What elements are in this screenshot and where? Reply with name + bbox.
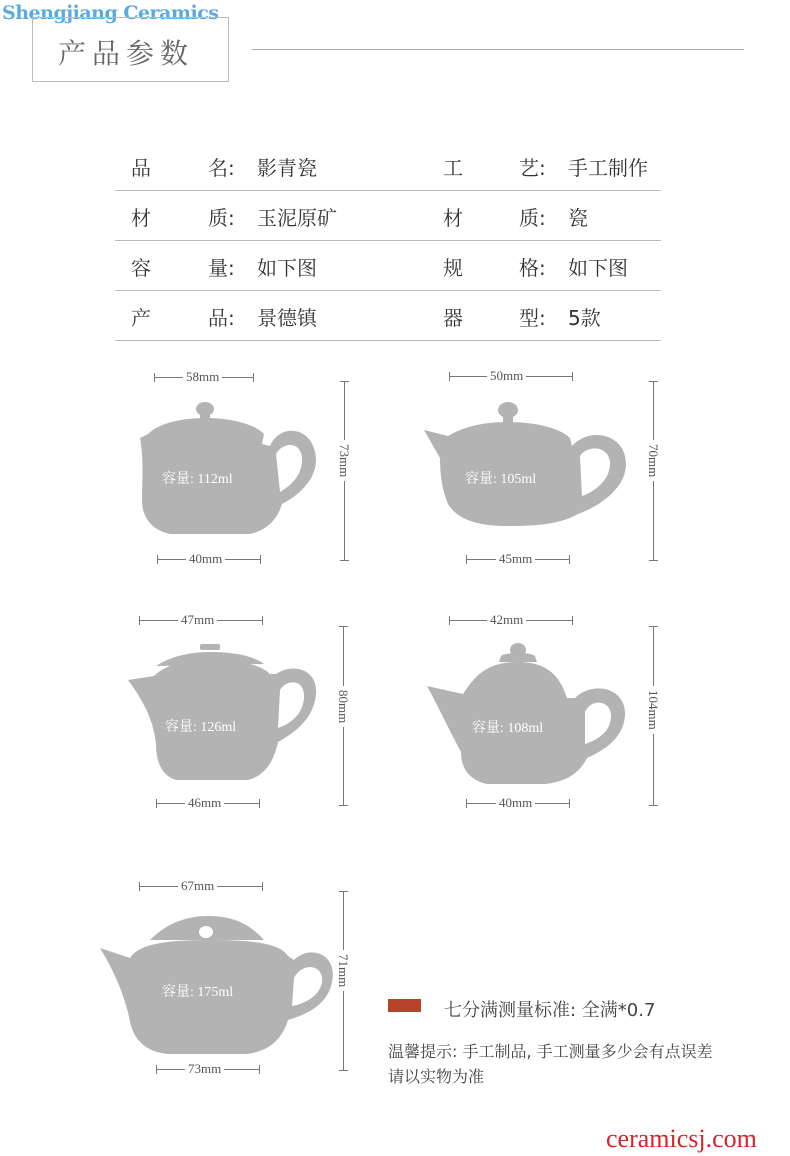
spec-key: 艺: [519,156,546,180]
top-dimension: 58mm [183,369,222,385]
top-dimension: 42mm [487,612,526,628]
teapot-3-silhouette [126,644,321,784]
measurement-standard: 七分满测量标准: 全满*0.7 [444,1000,656,1021]
spec-key: 材 [443,206,463,230]
spec-key: 容 [131,256,151,280]
bottom-dimension: 45mm [496,551,535,567]
teapot-2-silhouette [420,400,635,528]
spec-key: 材 [131,206,151,230]
title-divider [252,49,744,50]
spec-key: 器 [443,306,463,330]
spec-key: 质: [519,206,546,230]
spec-key: 质: [208,206,235,230]
capacity-label: 容量: 126ml [165,720,237,735]
spec-key: 品: [208,306,235,330]
spec-value: 玉泥原矿 [257,206,337,230]
teapot-4-silhouette [425,640,630,786]
section-title: 产品参数 [58,37,195,70]
height-dimension: 104mm [645,686,661,734]
watermark-bottom: ceramicsj.com [606,1124,757,1153]
top-dimension: 47mm [178,612,217,628]
height-dimension: 80mm [335,686,351,727]
capacity-label: 容量: 112ml [162,472,233,487]
warm-tip: 温馨提示: 手工制品, 手工测量多少会有点误差 请以实物为准 [388,1042,713,1086]
spec-row [115,140,661,191]
height-dimension: 71mm [335,950,351,991]
spec-key: 规 [443,256,463,280]
spec-row [115,190,661,241]
capacity-label: 容量: 105ml [465,472,537,487]
capacity-label: 容量: 108ml [472,721,544,736]
top-dimension: 67mm [178,878,217,894]
spec-value: 如下图 [257,256,317,280]
spec-key: 工 [443,156,463,180]
spec-value: 景德镇 [257,306,317,330]
spec-value: 手工制作 [568,156,648,180]
top-dimension: 50mm [487,368,526,384]
spec-key: 量: [208,256,235,280]
spec-key: 产 [131,306,151,330]
height-dimension: 73mm [336,440,352,481]
spec-value: 瓷 [568,206,588,230]
bottom-dimension: 40mm [186,551,225,567]
spec-key: 格: [519,256,546,280]
spec-key: 型: [519,306,546,330]
spec-value: 5款 [568,306,601,330]
bottom-dimension: 73mm [185,1061,224,1077]
spec-row [115,290,661,341]
legend-swatch [388,999,421,1012]
spec-value: 如下图 [568,256,628,280]
height-dimension: 70mm [645,440,661,481]
bottom-dimension: 40mm [496,795,535,811]
spec-key: 名: [208,156,235,180]
watermark-top: Shengjiang Ceramics [2,2,219,24]
spec-key: 品 [131,156,151,180]
capacity-label: 容量: 175ml [162,985,234,1000]
spec-value: 影青瓷 [257,156,317,180]
bottom-dimension: 46mm [185,795,224,811]
spec-row [115,240,661,291]
